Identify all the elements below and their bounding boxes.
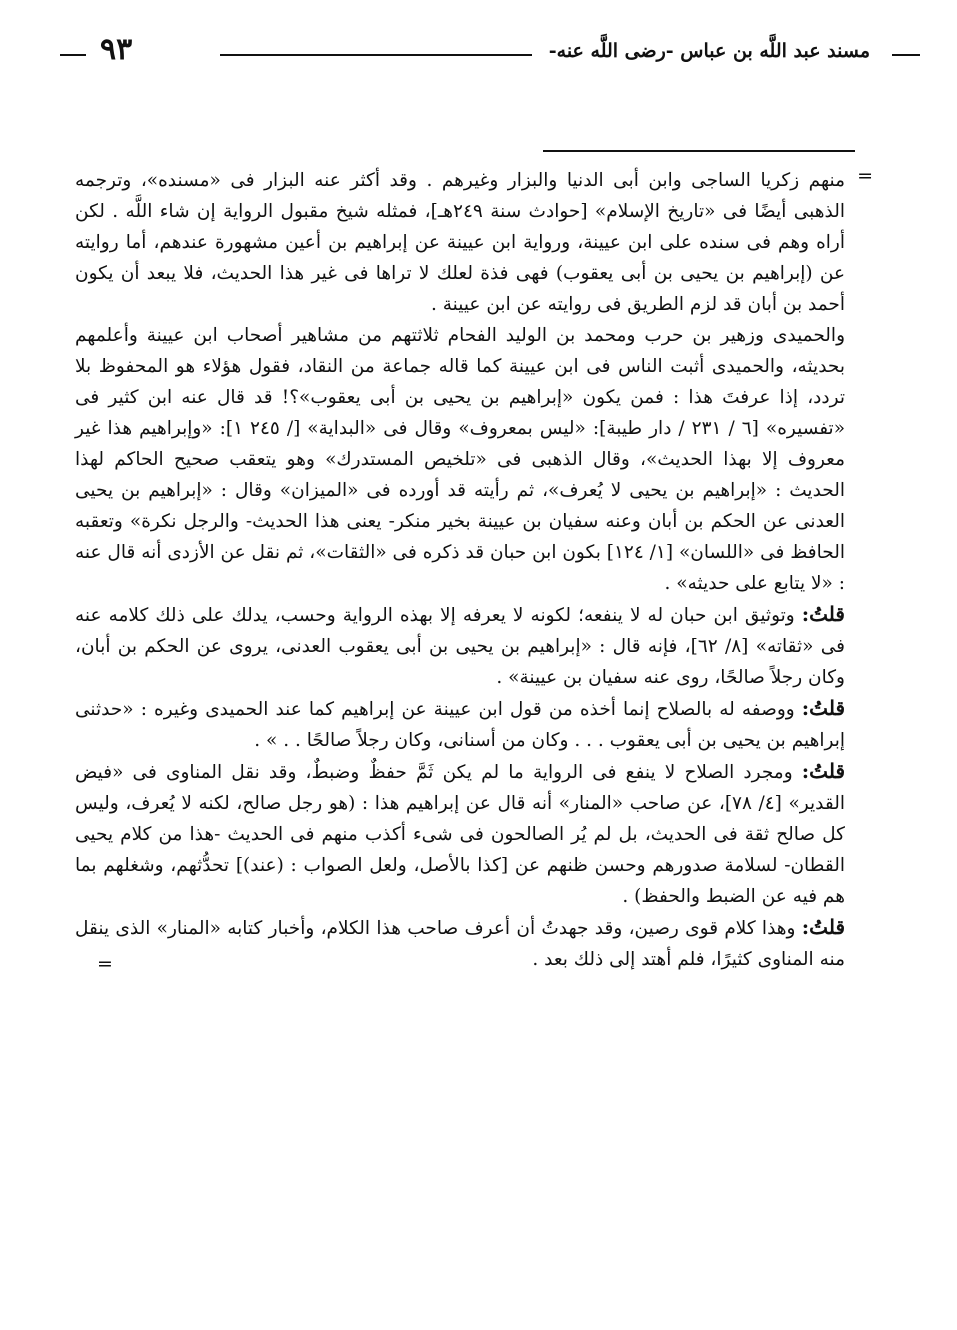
footnote-first-block <box>75 165 873 320</box>
qultu-lead: قلتُ: <box>801 915 845 939</box>
footnote-paragraph <box>75 756 845 912</box>
paragraph-text: وتوثيق ابن حبان له لا ينفعه؛ لكونه لا يعرفه إلا بهذه الرواية وحسب، يدلك على ذلك كلامه عنه فى «ثقاته» [٨/ ٦٢]، فإنه قال : «إبراهيم بن يحيى بن أبى يعقوب العدنى، يروى عن الحكم بن أبان، وكان رجلاً صالحًا، روى عنه سفيان بن عيينة» . <box>75 605 846 688</box>
header-title: مسند عبد اللَّه بن عباس -رضى اللَّه عنه- <box>548 40 870 62</box>
qultu-lead: قلتُ: <box>801 759 845 783</box>
paragraph-text: ومجرد الصلاح لا ينفع فى الرواية ما لم يكن ثَمَّ حفظٌ وضبطٌ، وقد نقل المناوى فى «فيض القدير» [٤/ ٧٨]، عن صاحب «المنار» أنه قال عن إبراهيم هذا : (هو رجل صالح، لكنه لا يُعرف، وليس كل صالح ثقة فى الحديث، بل لم يُر الصالحون فى شىء أكذب منهم فى الحديث -هذا من كلام يحيى القطان- لسلامة صدورهم وحسن ظنهم عن [كذا بالأصل، ولعل الصواب : (عند)] تحدُّثهم، وشغلهم بما هم فيه عن الضبط والحفظ) . <box>75 762 845 907</box>
header-dash-left <box>60 54 86 56</box>
running-header <box>60 34 870 74</box>
qultu-lead: قلتُ: <box>801 696 845 720</box>
header-rule <box>220 54 532 56</box>
paragraph-text: ووصفه له بالصلاح إنما أخذه من قول ابن عيينة عن إبراهيم كما عند الحميدى وغيره : «حدثنى إبراهيم بن يحيى بن أبى يعقوب . . . وكان من أسنانى، وكان رجلاً صالحًا . . » . <box>75 699 845 751</box>
continues-mark: = <box>97 953 113 975</box>
footnote-paragraph: والحميدى وزهير بن حرب ومحمد بن الوليد الفحام ثلاثتهم من مشاهير أصحاب ابن عيينة وأعلمهم بحديثه، والحميدى أثبت الناس فى ابن عيينة كما قاله جماعة من النقاد، فقول هؤلاء هو المحفوظ بلا تردد، إذا عرفتَ هذا : فمن يكون «إبراهيم بن يحيى بن أبى يعقوب»؟! قد قال عنه ابن كثير فى «تفسيره» [٦ / ٢٣١ / دار طيبة]: «ليس بمعروف» وقال فى «البداية» [/ ٢٤٥ ١]: «وإبراهيم هذا غير معروف إلا بهذا الحديث»، وقال الذهبى فى «تلخيص المستدرك» وهو يتعقب صحيح الحاكم لهذا الحديث : «إبراهيم بن يحيى لا يُعرف»، ثم رأيته قد أورده فى «الميزان» وقال : «إبراهيم بن يحيى العدنى عن الحكم بن أبان وعنه سفيان بن عيينة بخير منكر- يعنى هذا الحديث- والرجل نكرة» وتعقبه الحافظ فى «اللسان» [١/ ١٢٤] بكون ابن حبان قد ذكره فى «الثقات»، ثم نقل عن الأزدى أنه قال عنه : «لا يتابع على حديثه» . <box>75 325 846 594</box>
footnote-paragraph: منهم زكريا الساجى وابن أبى الدنيا والبزار وغيرهم . وقد أكثر عنه البزار فى «مسنده»، وترجمه الذهبى أيضًا فى «تاريخ الإسلام» [حوادث سنة ٢٤٩هـ]، فمثله شيخ مقبول الرواية إن شاء اللَّه . لكن أراه وهم فى سنده على ابن عيينة، ورواية ابن عيينة عن إبراهيم بن أعين مشهورة عندهم، أما روايته عن (إبراهيم بن يحيى بن أبى يعقوب) فهى فذة لعلك لا تراها فى غير هذا الحديث، فلا يبعد أن يكون أحمد بن أبان قد لزم الطريق فى روايته عن ابن عيينة . <box>75 170 845 315</box>
footnote-paragraph <box>75 693 845 756</box>
continuation-mark: = <box>857 165 873 187</box>
footnote-last-block <box>75 912 845 975</box>
page-number: ٩٣ <box>100 32 133 67</box>
footnote-paragraph <box>75 599 845 693</box>
footnote-body <box>75 165 873 975</box>
footnote-paragraph <box>75 912 845 975</box>
footnote-separator <box>543 150 855 152</box>
header-dash-right <box>892 54 920 56</box>
paragraph-text: وهذا كلام قوى رصين، وقد جهدتُ أن أعرف صاحب هذا الكلام، وأخبار كتابه «المنار» الذى ينقل منه المناوى كثيرًا، فلم أهتد إلى ذلك بعد . <box>75 918 845 970</box>
qultu-lead: قلتُ: <box>801 602 845 626</box>
